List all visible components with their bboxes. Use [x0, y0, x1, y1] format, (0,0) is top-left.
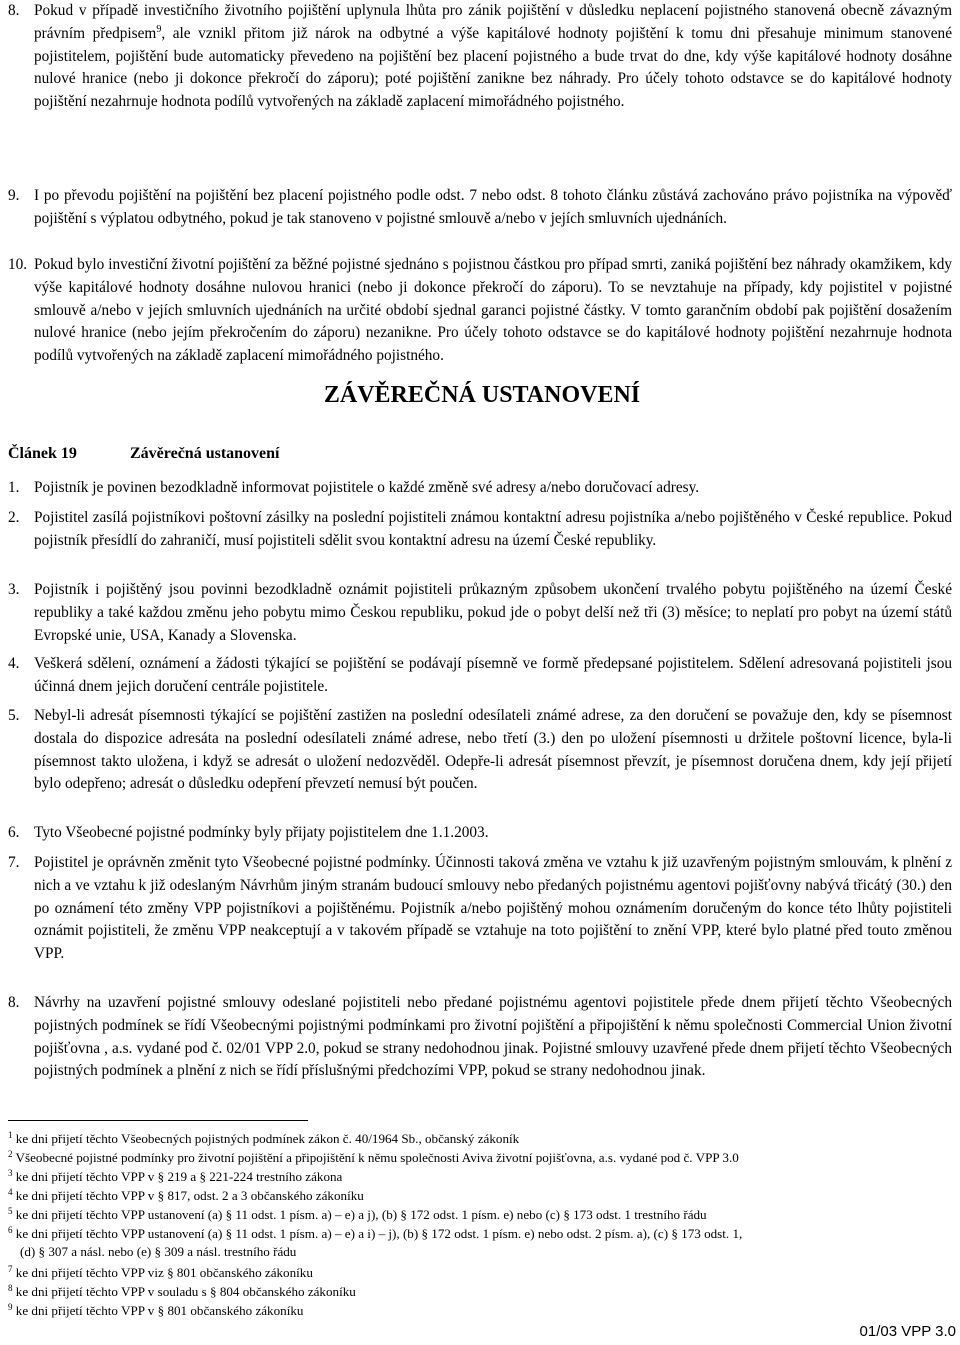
footnote-2: $^2$ Všeobecné pojistné podmínky pro životní pojištění a připojištění k němu společnosti Aviva životní pojišťovna, a.s. vydané pod č. VPP 3.0 — [8, 1149, 739, 1165]
item-text: Pojistník je povinen bezodkladně informovat pojistitele o každé změně své adresy a/nebo doručovací adresy. — [34, 479, 700, 496]
item-text: Pojistitel zasílá pojistníkovi poštovní zásilky na poslední pojistiteli známou kontaktní adresu pojistníka a/nebo pojištěného v České republice. Pokud pojistník přesídlí do zahraničí, musí pojistiteli sdělit svou kontaktní adresu na území České republiky. — [34, 509, 952, 549]
footnote-5: $^5$ ke dni přijetí těchto VPP ustanovení (a) § 11 odst. 1 písm. a) – e) a j), (b) § 172 odst. 1 písm. e) nebo (c) § 173 odst. 1 trestního řádu — [8, 1206, 707, 1222]
footnote-3: $^3$ ke dni přijetí těchto VPP v § 219 a § 221-224 trestního zákona — [8, 1168, 343, 1184]
article-number: Článek 19 — [8, 445, 77, 462]
footnote-1: $^1$ ke dni přijetí těchto Všeobecných pojistných podmínek zákon č. 40/1964 Sb., občanský zákoník — [8, 1130, 520, 1146]
article-item-3 — [8, 579, 952, 647]
item-text: Veškerá sdělení, oznámení a žádosti týkající se pojištění se podávají písemně ve formě předepsané pojistitelem. Sdělení adresovaná pojistiteli jsou účinná dnem jejich doručení centrále pojistitele. — [34, 655, 952, 695]
paragraph-9 — [8, 185, 952, 231]
item-number: 3. — [8, 581, 20, 598]
article-item-7 — [8, 852, 952, 966]
item-number: 2. — [8, 509, 20, 526]
article-item-6 — [8, 822, 952, 845]
article-item-1 — [8, 477, 952, 500]
footnote-8: $^8$ ke dni přijetí těchto VPP v souladu s § 804 občanského zákoníku — [8, 1283, 356, 1299]
item-number: 8. — [8, 994, 20, 1011]
article-title: Závěrečná ustanovení — [130, 445, 280, 462]
footnote-4: $^4$ ke dni přijetí těchto VPP v § 817, odst. 2 a 3 občanského zákoníku — [8, 1187, 364, 1203]
item-text: Pojistitel je oprávněn změnit tyto Všeobecné pojistné podmínky. Účinnosti taková změna ve vztahu k již uzavřeným pojistným smlouvám, k plnění z nich a ve vztahu k již odeslaným Návrhům jiným stranám budoucí smlouvy nebo předaných pojistnému agentovi pojišťovny nabývá třicátý (30.) den po oznámení této změny VPP pojistníkovi a pojištěnému. Pojistník a/nebo pojištěný mohou oznámením doručeným do konce této lhůty pojistiteli oznámit pojistiteli, že změnu VPP neakceptují a v takovém případě se vztahuje na toto pojištění to znění VPP, které bylo platné před touto změnou VPP. — [34, 854, 952, 963]
article-item-8 — [8, 992, 952, 1083]
paragraph-number: 8. — [8, 2, 20, 19]
footnote-7: $^7$ ke dni přijetí těchto VPP viz § 801 občanského zákoníku — [8, 1264, 313, 1280]
article-item-5 — [8, 705, 952, 796]
item-text: Návrhy na uzavření pojistné smlouvy odeslané pojistiteli nebo předané pojistnému agentovi pojistitele přede dnem přijetí těchto Všeobecných pojistných podmínek se řídí Všeobecnými pojistnými podmínkami pro životní pojištění a připojištění k němu společnosti Commercial Union životní pojišťovna , a.s. vydané pod č. 02/01 VPP 2.0, pokud se strany nedohodnou jinak. Pojistné smlouvy uzavřené přede dnem přijetí těchto Všeobecných pojistných podmínek a plnění z nich se řídí příslušnými předchozími VPP, pokud se strany nedohodnou jinak. — [34, 994, 952, 1080]
footnote-separator — [8, 1120, 308, 1121]
paragraph-10 — [8, 254, 952, 368]
paragraph-text: Pokud bylo investiční životní pojištění za běžné pojistné sjednáno s pojistnou částkou pro případ smrti, zaniká pojištění bez náhrady okamžikem, kdy výše kapitálové hodnoty dosáhne nulovou hranici (nebo ji dokonce překročí do záporu). To se nevztahuje na případy, kdy pojistitel v pojistné smlouvě a/nebo v jejích smluvních ujednáních na určité období sjednal garanci pojistné částky. V tomto garančním období pak pojištění dosažením nulové hranice (nebo jejím překročením do záporu) nezanikne. Pro účely tohoto odstavce se do kapitálové hodnoty pojištění nezahrnuje hodnota podílů vytvořených na základě zaplacení mimořádného pojistného. — [34, 256, 952, 365]
footnote-9: $^9$ ke dni přijetí těchto VPP v § 801 občanského zákoníku — [8, 1302, 304, 1318]
article-heading — [8, 443, 280, 465]
item-text: Pojistník i pojištěný jsou povinni bezodkladně oznámit pojistiteli průkazným způsobem ukončení trvalého pobytu pojištěného na území České republiky a také každou změnu jeho pobytu mimo Českou republiku, pokud jde o pobyt delší než tři (3) měsíce; to neplatí pro pobyt na území států Evropské unie, USA, Kanady a Slovenska. — [34, 581, 952, 644]
document-code-footer: 01/03 VPP 3.0 — [859, 1323, 956, 1340]
article-item-4 — [8, 653, 952, 699]
paragraph-8 — [8, 0, 952, 114]
item-number: 1. — [8, 479, 20, 496]
footnote-6: $^6$ ke dni přijetí těchto VPP ustanovení (a) § 11 odst. 1 písm. a) – e) a i) – j), (b) § 172 odst. 1 písm. e) nebo odst. 2 písm. a), (c) § 173 odst. 1, (d) § 307 a násl. nebo (e) § 309 a násl. trestního řádu — [8, 1225, 743, 1260]
item-number: 5. — [8, 707, 20, 724]
footnote-ref: 9 — [156, 23, 162, 35]
article-item-2 — [8, 507, 952, 553]
item-text: Tyto Všeobecné pojistné podmínky byly přijaty pojistitelem dne 1.1.2003. — [34, 824, 489, 841]
paragraph-text: Pokud v případě investičního životního pojištění uplynula lhůta pro zánik pojištění v důsledku neplacení pojistného stanovená obecně závazným právním předpisem$^9$, ale vznikl přitom již nárok na odbytné a výše kapitálové hodnoty pojištění k tomu dni přesahuje minimum stanovené pojistitelem, pojištění bude automaticky převedeno na pojištění bez placení pojistného a bude trvat do dne, kdy výše kapitálové hodnoty dosáhne nulové hranice (nebo ji dokonce překročí do záporu); poté pojištění zanikne bez náhrady. Pro účely tohoto odstavce se do kapitálové hodnoty pojištění nezahrnuje hodnota podílů vytvořených na základě zaplacení mimořádného pojistného. — [34, 2, 952, 111]
paragraph-number: 10. — [8, 256, 28, 273]
item-number: 4. — [8, 655, 20, 672]
section-heading: ZÁVĚREČNÁ USTANOVENÍ — [323, 382, 641, 408]
paragraph-number: 9. — [8, 187, 20, 204]
item-text: Nebyl-li adresát písemnosti týkající se pojištění zastižen na poslední odesílateli známé adrese, za den doručení se považuje den, kdy se písemnost dostala do dispozice adresáta na poslední odesílateli známé adrese, nebo třetí (3.) den po uložení písemnosti u držitele poštovní licence, byla-li písemnost takto uložena, i když se adresát o uložení nedozvěděl. Odepře-li adresát písemnost převzít, je písemnost doručena dnem, kdy její přijetí bylo odepřeno; adresát o důsledku odepření převzetí nemusí být poučen. — [34, 707, 952, 793]
paragraph-text: I po převodu pojištění na pojištění bez placení pojistného podle odst. 7 nebo odst. 8 tohoto článku zůstává zachováno právo pojistníka na výpověď pojištění s výplatou odbytného, pokud je tak stanoveno v pojistné smlouvě a/nebo v jejích smluvních ujednáních. — [34, 187, 952, 227]
item-number: 7. — [8, 854, 20, 871]
item-number: 6. — [8, 824, 20, 841]
